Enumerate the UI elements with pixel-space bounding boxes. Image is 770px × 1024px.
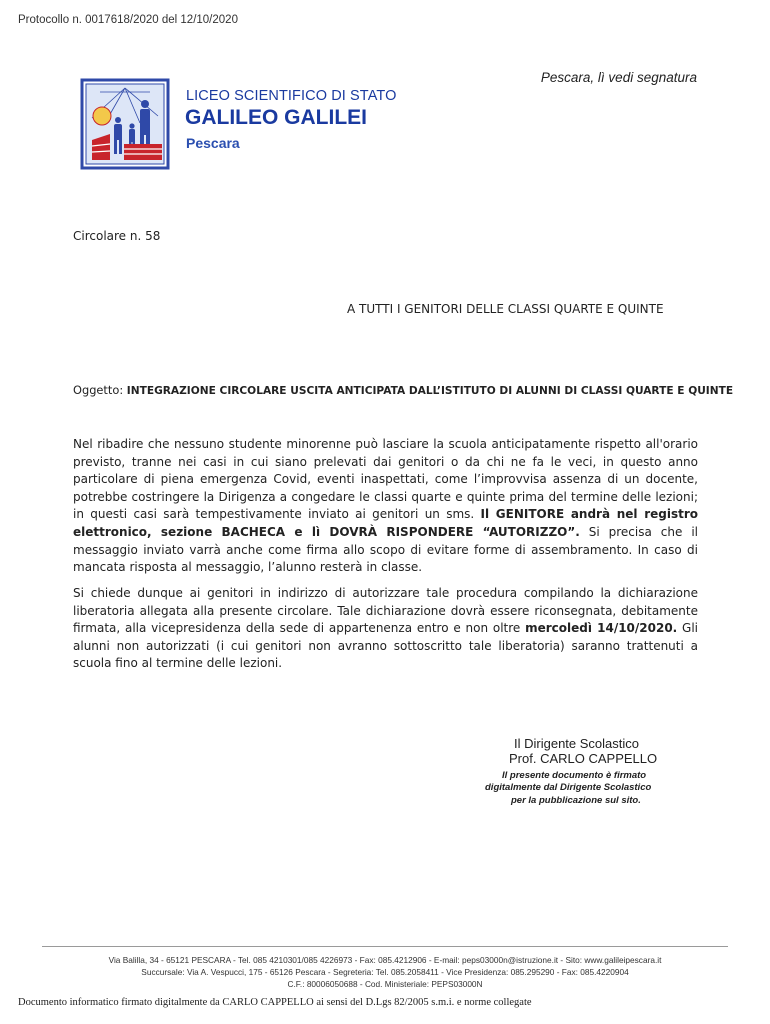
signature-name: Prof. CARLO CAPPELLO [509,751,658,766]
digital-signature-note: Documento informatico firmato digitalmente da CARLO CAPPELLO ai sensi del D.Lgs 82/2005 s.m.i. e norme collegate [18,997,532,1008]
school-type: LICEO SCIENTIFICO DI STATO [186,88,397,104]
footer-branch: Succursale: Via A. Vespucci, 175 - 65126 Pescara - Segreteria: Tel. 085.2058411 - Vice Presidenza: 085.295290 - Fax: 085.4220904 [141,967,629,977]
p2-deadline: mercoledì 14/10/2020. [525,621,678,636]
school-name: GALILEO GALILEI [185,106,367,129]
signature-note-3: per la pubblicazione sul sito. [511,795,641,806]
p2-text-a: Si chiede dunque ai genitori in indirizzo di autorizzare tale procedura compilando la dichiarazione liberatoria allegata alla presente circolare. Tale dichiarazione dovrà essere riconsegnata, debitamente firmata, alla vicepresidenza della sede di appartenenza entro e non oltre [73,586,698,636]
signature-title: Il Dirigente Scolastico [514,736,639,751]
p1-text-c: Si precisa che il messaggio inviato varrà anche come firma allo scopo di evitare forme di assembramento. In caso di mancata risposta al messaggio, l’alunno resterà in classe. [73,524,698,575]
recipients: A TUTTI I GENITORI DELLE CLASSI QUARTE E QUINTE [347,302,664,316]
signature-note-2: digitalmente dal Dirigente Scolastico [485,782,652,793]
subject-label: Oggetto: [73,383,127,397]
signature-note-1: Il presente documento è firmato [502,770,647,781]
body-paragraph-2 [73,585,698,673]
school-logo [80,78,170,170]
footer-address: Via Balilla, 34 - 65121 PESCARA - Tel. 085 4210301/085 4226973 - Fax: 085.4212906 - E-mail: peps03000n@istruzione.it - Sito: www.galileipescara.it [108,955,662,965]
p2-text-c: Gli alunni non autorizzati (i cui genitori non avranno sottoscritto tale liberatoria) saranno trattenuti a scuola fino al termine delle lezioni. [73,621,699,671]
subject-text: INTEGRAZIONE CIRCOLARE USCITA ANTICIPATA DALL’ISTITUTO DI ALUNNI DI CLASSI QUARTE E QUINTE [126,385,734,397]
subject-line [73,383,733,397]
footer-divider [42,946,728,947]
body-paragraph-1 [73,436,698,577]
school-city: Pescara [186,135,240,151]
circular-number: Circolare n. 58 [73,229,161,243]
place-date: Pescara, lì vedi segnatura [540,70,697,85]
p1-text-a: Nel ribadire che nessuno studente minorenne può lasciare la scuola anticipatamente rispetto all'orario previsto, tranne nei casi in cui siano prelevati dai genitori o da chi ne fa le veci, in questo anno particolare di piena emergenza Covid, eventi inaspettati, come l’improvvisa assenza di un docente, potrebbe costringere la Dirigenza a congedare le classi quarte e quinte prima del termine delle lezioni; in questi casi sarà tempestivamente inviato ai genitori un sms. [73,437,698,522]
footer-codes: C.F.: 80006050688 - Cod. Ministeriale: PEPS03000N [287,979,483,989]
p1-text-bold: Il GENITORE andrà nel registro elettronico, sezione BACHECA e lì DOVRÀ RISPONDERE “AUTORIZZO”. [73,507,698,539]
protocol-number: Protocollo n. 0017618/2020 del 12/10/2020 [18,14,238,26]
